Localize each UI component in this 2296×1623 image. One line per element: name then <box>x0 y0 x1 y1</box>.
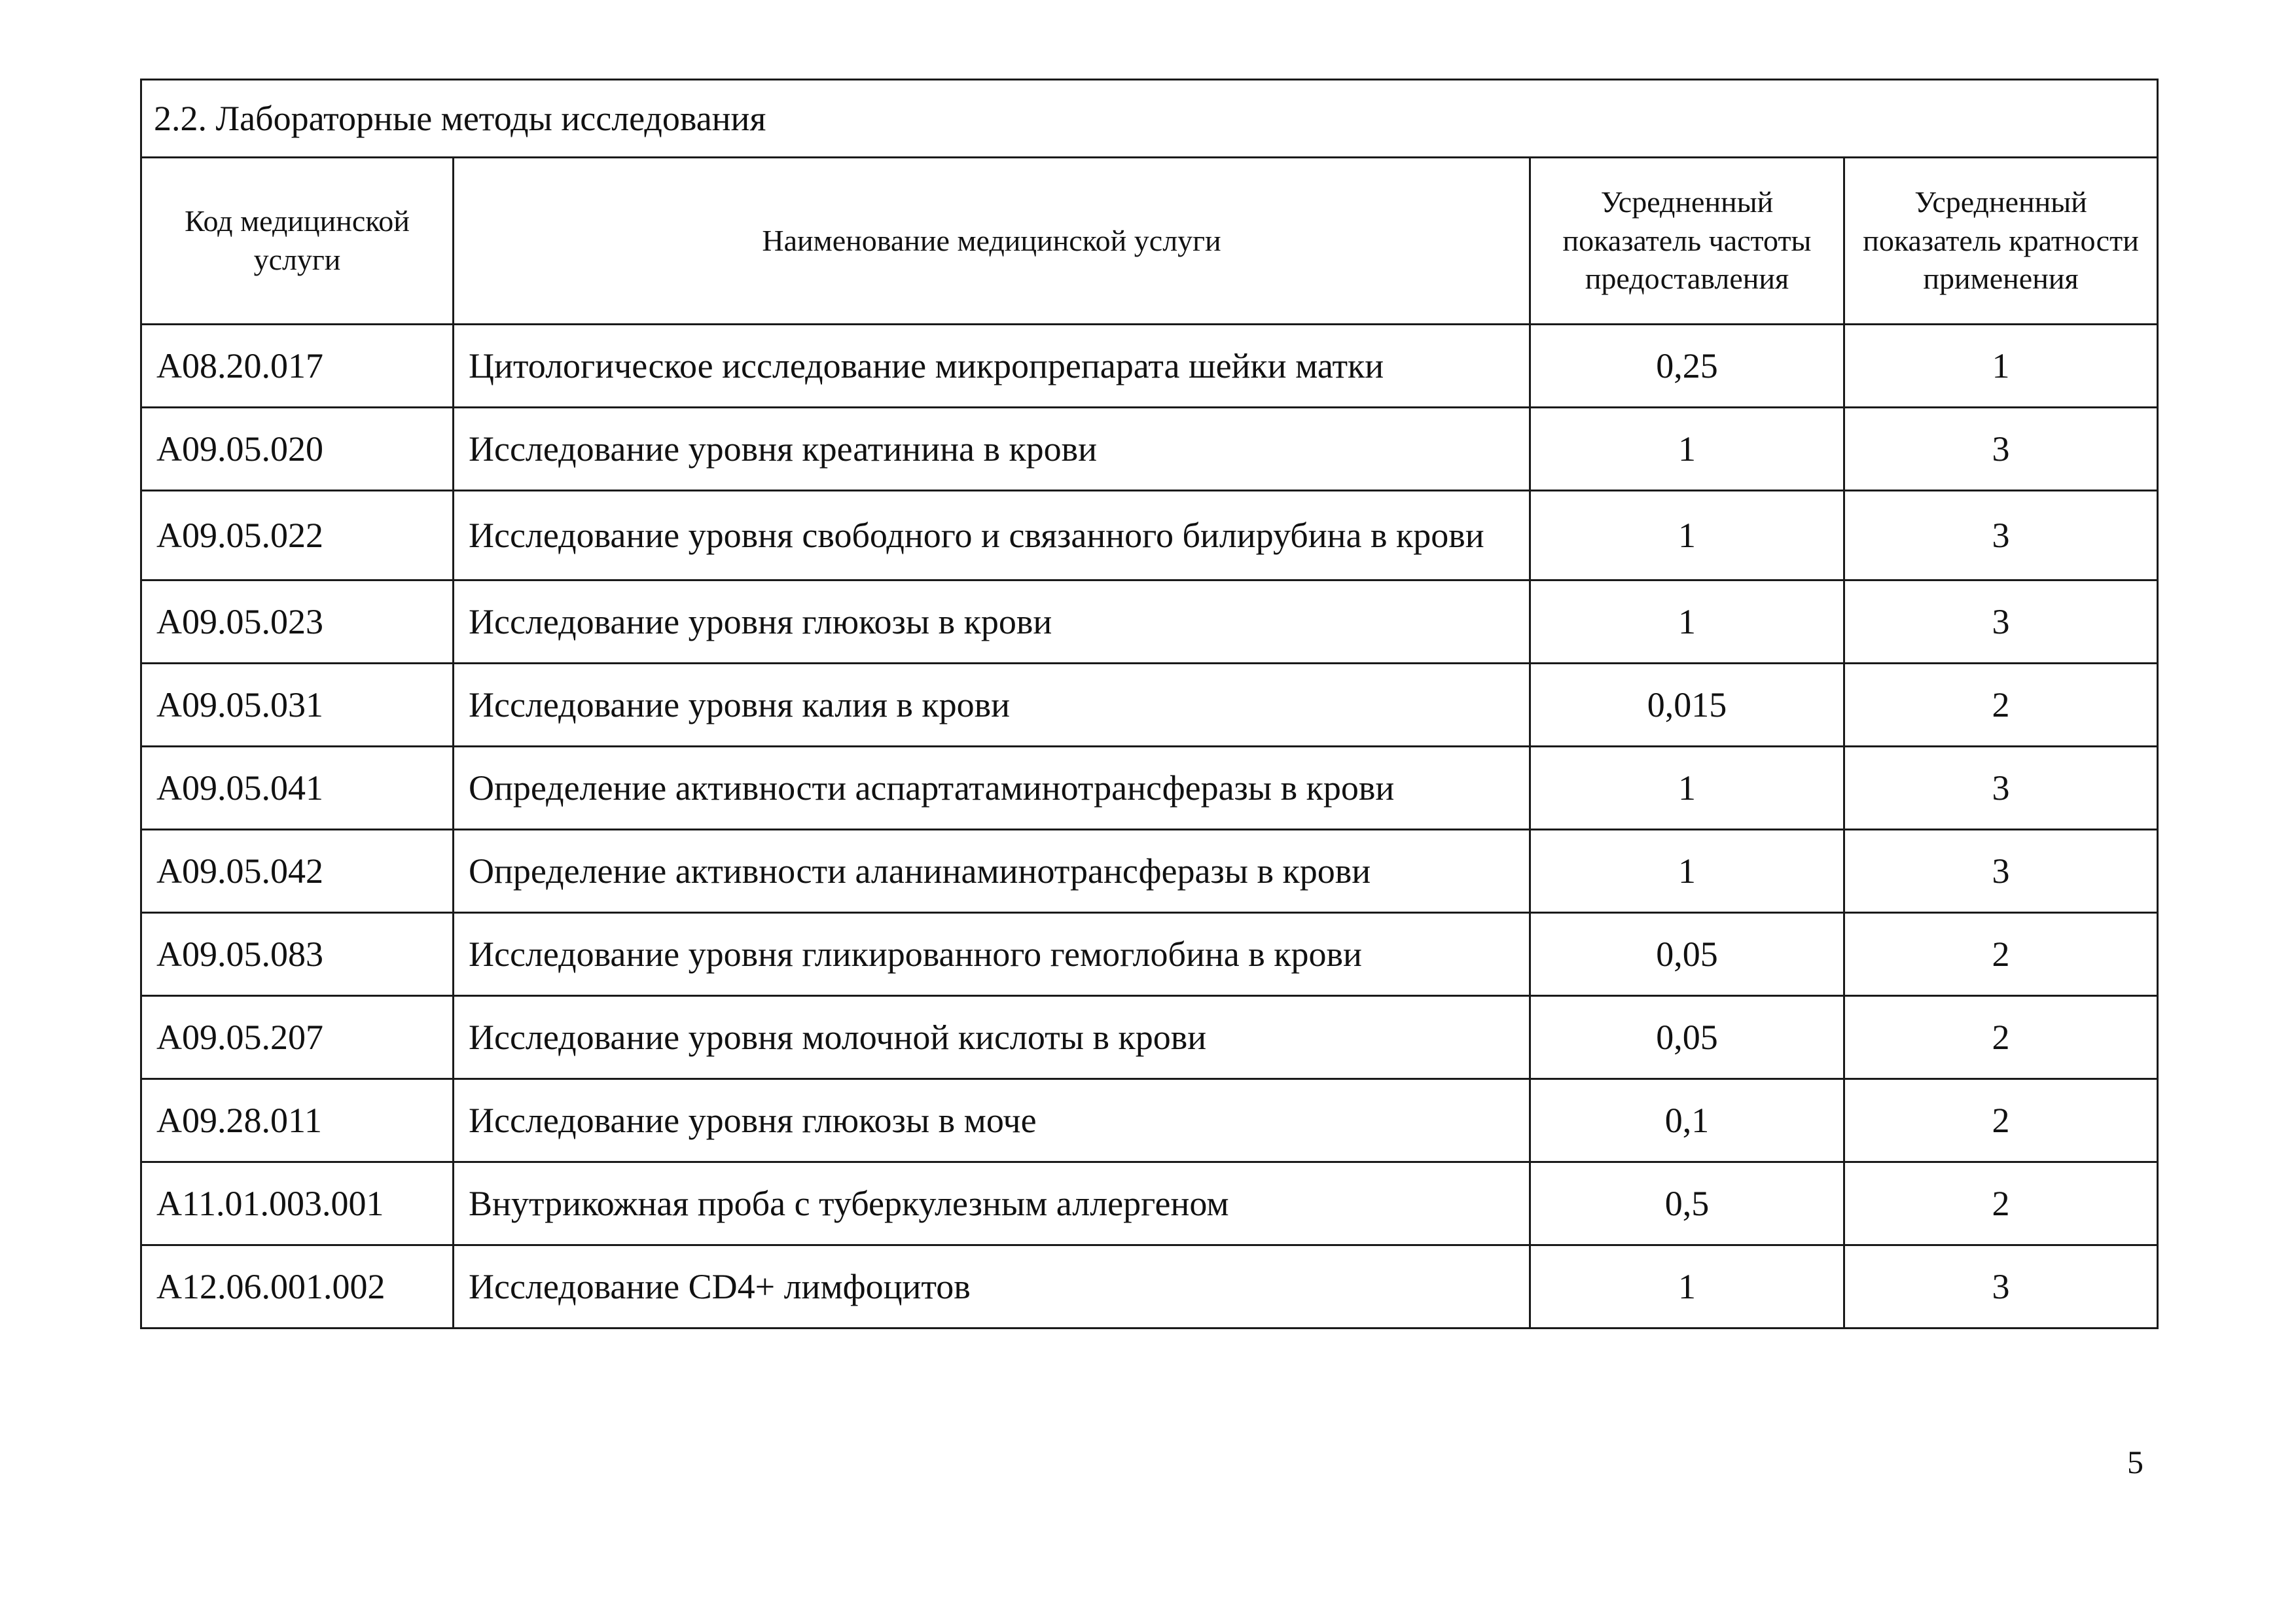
table-row <box>141 913 2158 996</box>
service-code: A09.05.020 <box>141 408 454 491</box>
service-name: Исследование уровня глюкозы в моче <box>454 1079 1530 1162</box>
service-name: Цитологическое исследование микропрепарата шейки матки <box>454 325 1530 408</box>
header-name: Наименование медицинской услуги <box>454 158 1530 325</box>
table-row <box>141 325 2158 408</box>
service-name: Исследование уровня свободного и связанного билирубина в крови <box>454 491 1530 580</box>
frequency-value: 0,015 <box>1530 664 1844 747</box>
multiplicity-value: 2 <box>1844 1079 2158 1162</box>
table-row <box>141 747 2158 830</box>
frequency-value: 1 <box>1530 747 1844 830</box>
service-code: A08.20.017 <box>141 325 454 408</box>
service-code: A09.05.042 <box>141 830 454 913</box>
frequency-value: 0,25 <box>1530 325 1844 408</box>
service-code: A09.05.083 <box>141 913 454 996</box>
header-frequency: Усредненный показатель частоты предоставления <box>1530 158 1844 325</box>
table-header-row <box>141 158 2158 325</box>
multiplicity-value: 3 <box>1844 580 2158 664</box>
service-code: A09.05.022 <box>141 491 454 580</box>
frequency-value: 1 <box>1530 580 1844 664</box>
multiplicity-value: 3 <box>1844 1245 2158 1329</box>
multiplicity-value: 1 <box>1844 325 2158 408</box>
frequency-value: 0,05 <box>1530 996 1844 1079</box>
frequency-value: 0,5 <box>1530 1162 1844 1245</box>
multiplicity-value: 3 <box>1844 491 2158 580</box>
table-row <box>141 408 2158 491</box>
lab-methods-table <box>140 79 2159 1329</box>
frequency-value: 0,1 <box>1530 1079 1844 1162</box>
table-row <box>141 830 2158 913</box>
multiplicity-value: 3 <box>1844 408 2158 491</box>
section-title-row <box>141 80 2158 158</box>
frequency-value: 0,05 <box>1530 913 1844 996</box>
multiplicity-value: 2 <box>1844 664 2158 747</box>
service-name: Исследование уровня калия в крови <box>454 664 1530 747</box>
service-name: Исследование уровня креатинина в крови <box>454 408 1530 491</box>
table-row <box>141 664 2158 747</box>
frequency-value: 1 <box>1530 1245 1844 1329</box>
service-name: Исследование уровня глюкозы в крови <box>454 580 1530 664</box>
multiplicity-value: 2 <box>1844 1162 2158 1245</box>
multiplicity-value: 3 <box>1844 747 2158 830</box>
table-row <box>141 580 2158 664</box>
header-code: Код медицинской услуги <box>141 158 454 325</box>
frequency-value: 1 <box>1530 408 1844 491</box>
table-row <box>141 1162 2158 1245</box>
table-row <box>141 1245 2158 1329</box>
table-row <box>141 1079 2158 1162</box>
multiplicity-value: 2 <box>1844 996 2158 1079</box>
service-name: Определение активности аланинаминотрансферазы в крови <box>454 830 1530 913</box>
service-code: A11.01.003.001 <box>141 1162 454 1245</box>
frequency-value: 1 <box>1530 491 1844 580</box>
page-number: 5 <box>2127 1444 2144 1480</box>
multiplicity-value: 3 <box>1844 830 2158 913</box>
table-row <box>141 491 2158 580</box>
service-name: Исследование CD4+ лимфоцитов <box>454 1245 1530 1329</box>
frequency-value: 1 <box>1530 830 1844 913</box>
service-code: A09.28.011 <box>141 1079 454 1162</box>
service-code: A09.05.041 <box>141 747 454 830</box>
multiplicity-value: 2 <box>1844 913 2158 996</box>
service-code: A09.05.207 <box>141 996 454 1079</box>
service-name: Внутрикожная проба с туберкулезным аллергеном <box>454 1162 1530 1245</box>
service-code: A09.05.023 <box>141 580 454 664</box>
service-code: A09.05.031 <box>141 664 454 747</box>
service-name: Исследование уровня гликированного гемоглобина в крови <box>454 913 1530 996</box>
section-title: 2.2. Лабораторные методы исследования <box>141 80 2158 158</box>
header-multiplicity: Усредненный показатель кратности применения <box>1844 158 2158 325</box>
service-name: Определение активности аспартатаминотрансферазы в крови <box>454 747 1530 830</box>
table-row <box>141 996 2158 1079</box>
service-code: A12.06.001.002 <box>141 1245 454 1329</box>
service-name: Исследование уровня молочной кислоты в крови <box>454 996 1530 1079</box>
